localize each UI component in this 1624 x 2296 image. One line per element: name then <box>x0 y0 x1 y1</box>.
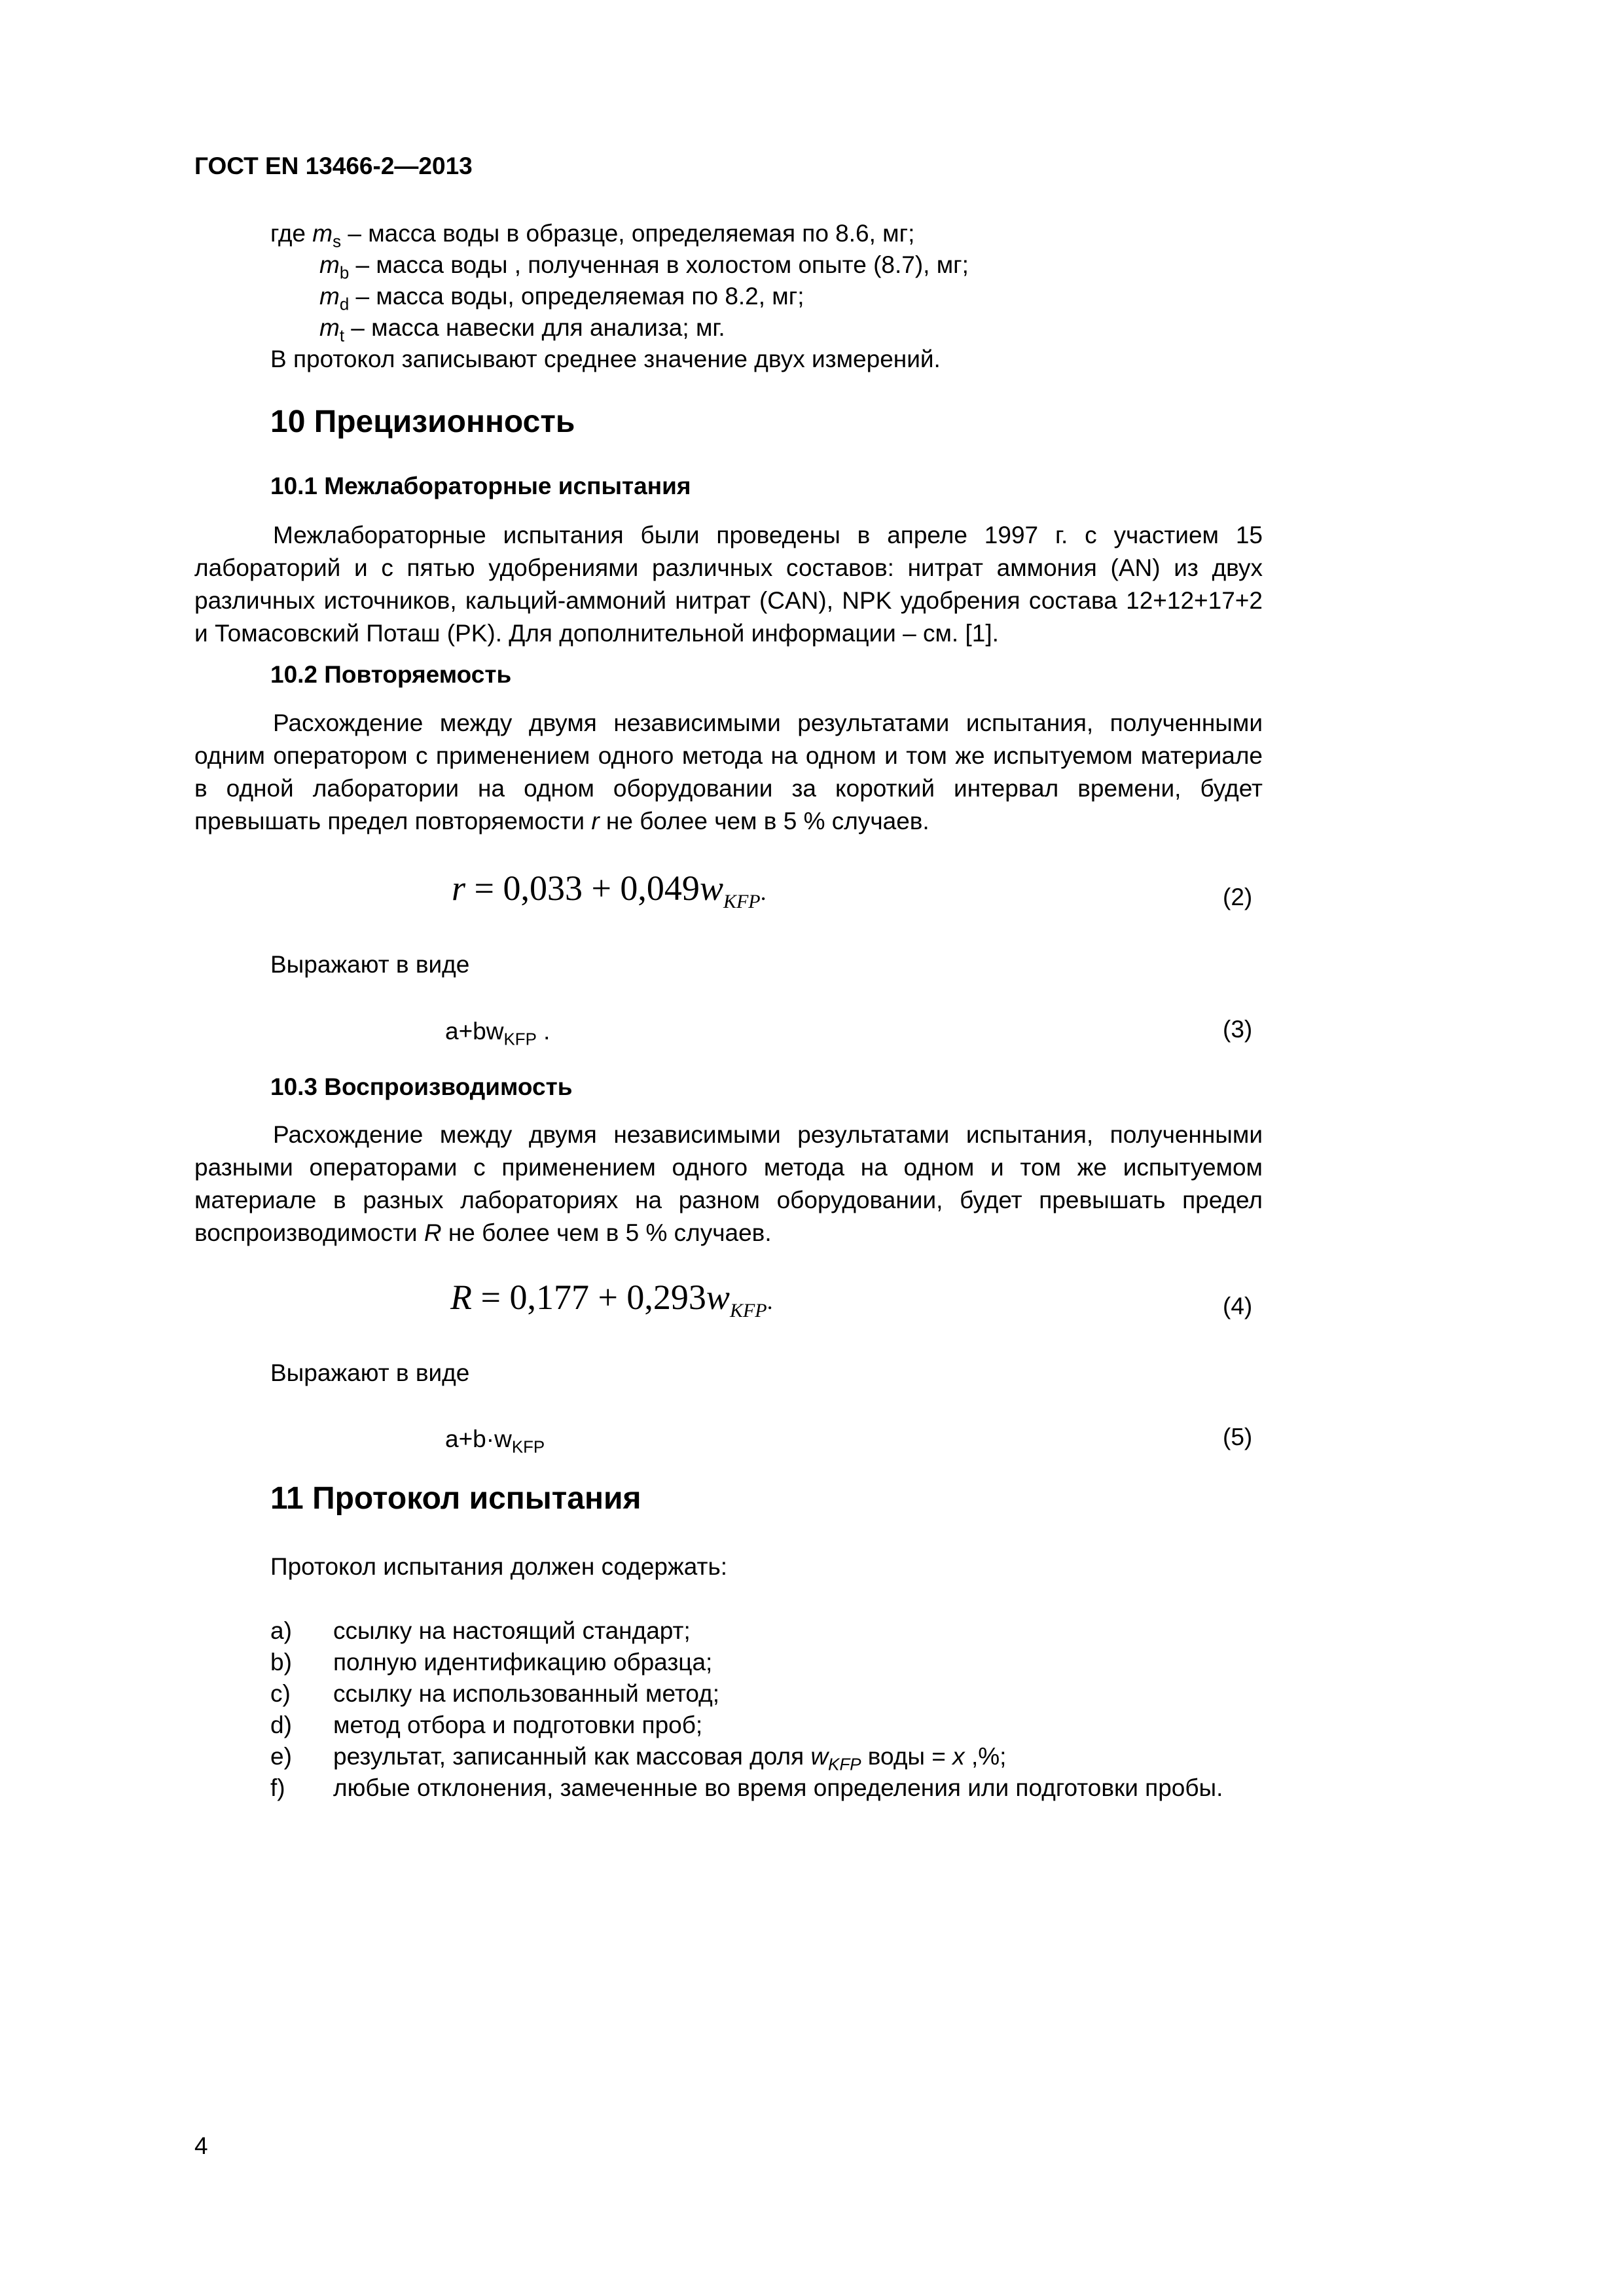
where-line-ms <box>270 218 914 253</box>
eq-var: w <box>699 869 723 908</box>
equation-3 <box>445 1016 550 1051</box>
text-part: воды = <box>861 1743 953 1770</box>
section-10-1-title: 10.1 Межлабораторные испытания <box>270 473 691 499</box>
definition: – масса навески для анализа; мг. <box>344 314 725 341</box>
eq-rhs: = 0,177 + 0,293 <box>472 1278 706 1317</box>
page-number: 4 <box>194 2132 208 2159</box>
equation-2-number: (2) <box>1223 884 1253 910</box>
list-marker-c: c) <box>270 1680 291 1707</box>
definition: – масса воды , полученная в холостом опыте (8.7), мг; <box>349 251 969 278</box>
equation-5-number: (5) <box>1223 1424 1253 1450</box>
eq-sub: KFP <box>729 1299 767 1321</box>
text-part: результат, записанный как массовая доля <box>333 1743 811 1770</box>
eq-rhs: = 0,033 + 0,049 <box>465 869 700 908</box>
where-line-mt <box>319 312 725 348</box>
expressed-as-1: Выражают в виде <box>270 951 470 978</box>
equation-2 <box>452 868 767 913</box>
section-10-2-text <box>194 707 1263 838</box>
list-marker-d: d) <box>270 1712 292 1738</box>
list-marker-a: a) <box>270 1617 292 1644</box>
list-item-e <box>333 1741 1006 1776</box>
eq-sub: KFP <box>723 890 761 912</box>
definition: – масса воды, определяемая по 8.2, мг; <box>349 283 804 310</box>
text-part: не более чем в 5 % случаев. <box>441 1219 772 1246</box>
equation-4-number: (4) <box>1223 1293 1253 1319</box>
list-item-f: любые отклонения, замеченные во время определения или подготовки пробы. <box>333 1774 1223 1801</box>
where-line-mb <box>319 249 969 285</box>
symbol: m <box>319 283 340 310</box>
list-item-a: ссылку на настоящий стандарт; <box>333 1617 691 1644</box>
list-item-d: метод отбора и подготовки проб; <box>333 1712 703 1738</box>
equation-5 <box>445 1424 545 1459</box>
where-line-md <box>319 281 804 316</box>
eq-lhs: r <box>452 869 466 908</box>
eq-tail: . <box>767 1288 773 1314</box>
eq-sub: KFP <box>511 1438 545 1457</box>
symbol-R: R <box>424 1219 442 1246</box>
eq-sub: KFP <box>503 1030 537 1049</box>
list-marker-f: f) <box>270 1774 285 1801</box>
eq-var: w <box>706 1278 730 1317</box>
section-10-1-text: Межлабораторные испытания были проведены в апреле 1997 г. с участием 15 лабораторий и с пятью удобрениями различных составов: нитрат аммония (AN) из двух различных источников, кальций-аммоний нитрат (CAN), NPK удобрения состава 12+12+17+2 и Томасовский Поташ (PK). Для дополнительной информации – см. [1]. <box>194 522 1263 647</box>
protocol-note: В протокол записывают среднее значение двух измерений. <box>270 346 941 372</box>
subscript: s <box>333 232 342 251</box>
eq-main: a+bw <box>445 1018 504 1045</box>
eq-lhs: R <box>450 1278 472 1317</box>
text-part: Расхождение между двумя независимыми результатами испытания, полученными разными операторами с применением одного метода на одном и том же испытуемом материале в разных лабораториях на разном оборудовании, будет превышать предел воспроизводимости <box>194 1121 1263 1246</box>
symbol-w: w <box>810 1743 829 1770</box>
expressed-as-2: Выражают в виде <box>270 1359 470 1386</box>
subscript: d <box>339 295 350 314</box>
definition: – масса воды в образце, определяемая по 8.6, мг; <box>341 220 915 247</box>
section-11-title: 11 Протокол испытания <box>270 1481 641 1516</box>
symbol-x: x <box>952 1743 965 1770</box>
section-11-intro: Протокол испытания должен содержать: <box>270 1553 728 1580</box>
list-marker-e: e) <box>270 1743 292 1770</box>
subscript: b <box>339 264 350 283</box>
document-code: ГОСТ EN 13466-2—2013 <box>194 152 473 179</box>
list-marker-b: b) <box>270 1649 292 1676</box>
equation-3-number: (3) <box>1223 1016 1253 1043</box>
text-part: Расхождение между двумя независимыми результатами испытания, полученными одним оператором с применением одного метода на одном и том же испытуемом материале в одной лаборатории на одном оборудовании за короткий интервал времени, будет превышать предел повторяемости <box>194 709 1263 834</box>
section-10-2-title: 10.2 Повторяемость <box>270 661 512 688</box>
subscript: KFP <box>828 1755 861 1774</box>
section-10-3-title: 10.3 Воспроизводимость <box>270 1073 573 1100</box>
eq-tail: . <box>536 1018 550 1045</box>
where-prefix: где <box>270 220 313 247</box>
eq-main: a+b·w <box>445 1426 512 1452</box>
eq-tail: . <box>760 879 767 905</box>
symbol: m <box>312 220 333 247</box>
subscript: t <box>339 327 345 346</box>
text-part: не более чем в 5 % случаев. <box>599 808 929 834</box>
text-part: ,%; <box>964 1743 1007 1770</box>
symbol: m <box>319 251 340 278</box>
list-item-c: ссылку на использованный метод; <box>333 1680 719 1707</box>
section-10-title: 10 Прецизионность <box>270 404 575 439</box>
symbol-r: r <box>591 808 600 834</box>
equation-4 <box>450 1277 773 1322</box>
section-10-3-text <box>194 1119 1263 1249</box>
list-item-b: полную идентификацию образца; <box>333 1649 713 1676</box>
symbol: m <box>319 314 340 341</box>
